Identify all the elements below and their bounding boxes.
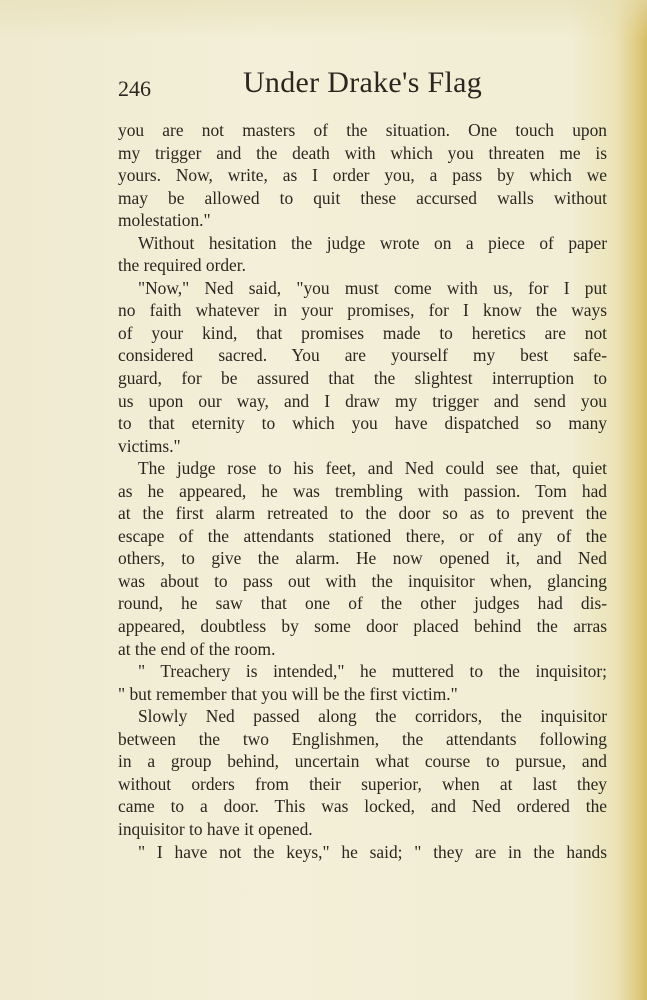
text-line: The judge rose to his feet, and Ned could see that, quiet (138, 458, 607, 479)
text-line: appeared, doubtless by some door placed behind the arras (118, 616, 607, 637)
text-line: " but remember that you will be the first victim." (118, 683, 458, 704)
text-line: " Treachery is intended," he muttered to the inquisitor; (138, 661, 607, 682)
running-title: Under Drake's Flag (242, 66, 483, 99)
text-line: victims." (118, 435, 181, 456)
text-line: the required order. (118, 255, 246, 276)
text-line: Slowly Ned passed along the corridors, the inquisitor (138, 706, 607, 727)
text-line: us upon our way, and I draw my trigger and send you (118, 390, 607, 411)
running-header (118, 66, 607, 106)
text-line: to that eternity to which you have dispatched so many (118, 413, 607, 434)
text-line: between the two Englishmen, the attendants following (118, 728, 607, 749)
text-line: of your kind, that promises made to heretics are not (118, 322, 607, 343)
body-text (118, 119, 607, 863)
text-line: as he appeared, he was trembling with passion. Tom had (118, 480, 607, 501)
text-line: considered sacred. You are yourself my best safe- (118, 345, 607, 366)
text-line: inquisitor to have it opened. (118, 818, 313, 839)
text-line: was about to pass out with the inquisitor when, glancing (118, 570, 607, 591)
text-line: no faith whatever in your promises, for I know the ways (118, 300, 607, 321)
text-line: "Now," Ned said, "you must come with us, for I put (138, 277, 607, 298)
text-line: " I have not the keys," he said; " they are in the hands (138, 841, 607, 862)
text-line: guard, for be assured that the slightest interruption to (118, 368, 607, 389)
text-line: at the first alarm retreated to the door so as to prevent the (118, 503, 607, 524)
text-line: escape of the attendants stationed there, or of any of the (118, 525, 607, 546)
text-line: yours. Now, write, as I order you, a pass by which we (118, 165, 607, 186)
text-line: at the end of the room. (118, 638, 276, 659)
text-line: may be allowed to quit these accursed walls without (118, 187, 607, 208)
text-line: my trigger and the death with which you threaten me is (118, 142, 607, 163)
text-line: came to a door. This was locked, and Ned ordered the (118, 796, 607, 817)
text-line: without orders from their superior, when at last they (118, 773, 607, 794)
text-line: you are not masters of the situation. One touch upon (118, 120, 607, 140)
text-line: others, to give the alarm. He now opened it, and Ned (118, 548, 607, 569)
text-line: round, he saw that one of the other judges had dis- (118, 593, 607, 614)
text-line: Without hesitation the judge wrote on a piece of paper (138, 232, 607, 253)
page-shading (0, 0, 647, 40)
text-line: in a group behind, uncertain what course to pursue, and (118, 751, 607, 772)
text-line: molestation." (118, 210, 211, 231)
page-number: 246 (118, 76, 151, 101)
